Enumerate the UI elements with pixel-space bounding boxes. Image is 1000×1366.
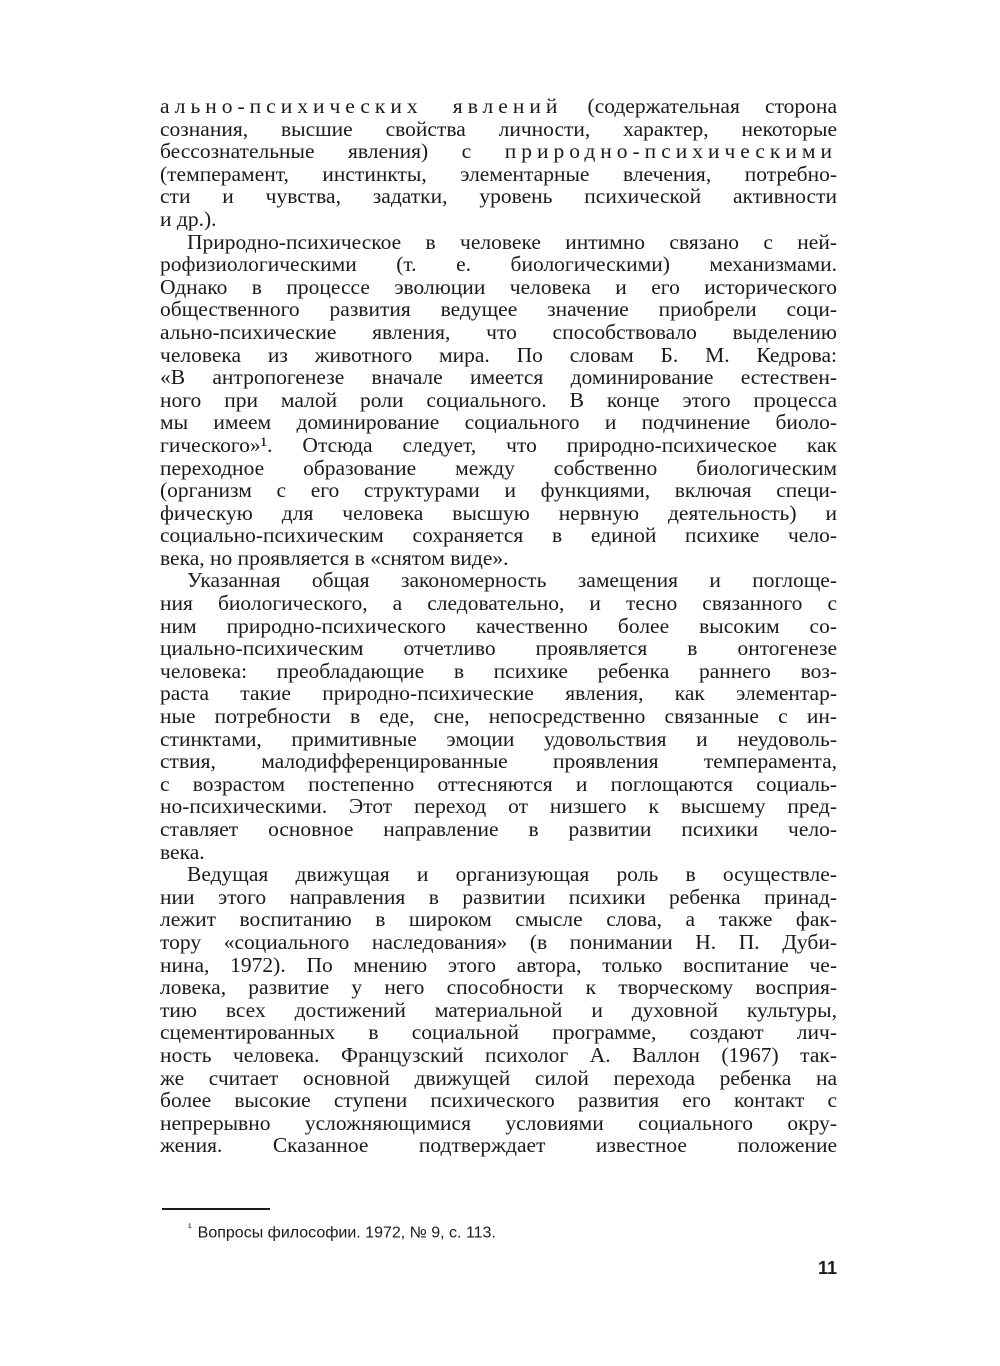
- text-line: Однако в процессе эволюции человека и его исторического: [160, 274, 837, 299]
- text-line: ально-психических явлений (содержательная сторона: [160, 94, 837, 118]
- text-line: социально-психическим сохраняется в единой психике чело-: [160, 523, 837, 548]
- footnote-divider: [162, 1208, 270, 1210]
- text-line: гического»¹. Отсюда следует, что природно-психическое как: [160, 432, 837, 457]
- text-line: и др.).: [160, 206, 217, 231]
- text-line: лежит воспитанию в широком смысле слова, а также фак-: [160, 907, 837, 932]
- text-line: ность человека. Французский психолог А. Валлон (1967) так-: [160, 1042, 837, 1067]
- text-line: (темперамент, инстинкты, элементарные влечения, потребно-: [160, 161, 837, 186]
- text-line: общественного развития ведущее значение приобрели соци-: [160, 297, 837, 322]
- text-line: ально-психические явления, что способствовало выделению: [160, 319, 837, 344]
- text-line: с возрастом постепенно оттесняются и поглощаются социаль-: [160, 771, 837, 796]
- text-line: непрерывно усложняющимися условиями социального окру-: [160, 1110, 837, 1135]
- text-line: тию всех достижений материальной и духовной культуры,: [160, 997, 837, 1022]
- text-line: раста такие природно-психические явления, как элементар-: [160, 681, 837, 706]
- text-line: но-психическими. Этот переход от низшего к высшему пред-: [160, 794, 837, 819]
- text-line: мы имеем доминирование социального и подчинение биоло-: [160, 410, 837, 435]
- text-line: бессознательные явления) с природно-психическими: [160, 139, 837, 164]
- text-line: же считает основной движущей силой перехода ребенка на: [160, 1065, 837, 1090]
- footnote: [188, 1218, 496, 1243]
- text-line: жения. Сказанное подтверждает известное положение: [160, 1133, 837, 1158]
- footnote-marker: ¹: [188, 1222, 192, 1234]
- text-line: века, но проявляется в «снятом виде».: [160, 545, 509, 570]
- text-line: стинктами, примитивные эмоции удовольствия и неудоволь-: [160, 726, 837, 751]
- text-line: нина, 1972). По мнению этого автора, только воспитание че-: [160, 952, 837, 977]
- text-line: нии этого направления в развитии психики ребенка принад-: [160, 884, 837, 909]
- text-line: «В антропогенезе вначале имеется доминирование естествен-: [160, 365, 837, 390]
- text-line: века.: [160, 839, 205, 864]
- text-line: ные потребности в еде, сне, непосредственно связанные с ин-: [160, 704, 837, 729]
- text-line: сознания, высшие свойства личности, характер, некоторые: [160, 116, 837, 141]
- text-line: рофизиологическими (т. е. биологическими) механизмами.: [160, 252, 837, 277]
- text-line: ставляет основное направление в развитии психики чело-: [160, 817, 837, 841]
- text-line: тору «социального наследования» (в понимании Н. П. Дуби-: [160, 929, 837, 954]
- text-line: ним природно-психического качественно более высоким со-: [160, 613, 837, 638]
- text-line: человека: преобладающие в психике ребенка раннего воз-: [160, 658, 837, 683]
- text-line: сцементированных в социальной программе, создают лич-: [160, 1020, 837, 1045]
- text-line: человека из животного мира. По словам Б. М. Кедрова:: [160, 342, 837, 367]
- text-line: ного при малой роли социального. В конце этого процесса: [160, 387, 837, 412]
- text-line: сти и чувства, задатки, уровень психической активности: [160, 184, 837, 209]
- text-line: ловека, развитие у него способности к творческому восприя-: [160, 975, 837, 1000]
- text-line: ствия, малодифференцированные проявления темперамента,: [160, 749, 837, 774]
- page-number: 11: [818, 1258, 838, 1278]
- text-line: более высокие ступени психического развития его контакт с: [160, 1088, 837, 1113]
- text-line: Указанная общая закономерность замещения и поглоще-: [187, 568, 837, 593]
- text-line: фическую для человека высшую нервную деятельность) и: [160, 500, 837, 525]
- text-line: переходное образование между собственно биологическим: [160, 455, 837, 480]
- text-line: циально-психическим отчетливо проявляется в онтогенезе: [160, 636, 837, 661]
- text-line: (организм с его структурами и функциями, включая специ-: [160, 478, 837, 503]
- footnote-text: Вопросы философии. 1972, № 9, с. 113.: [197, 1224, 496, 1242]
- body-text: [160, 95, 837, 1157]
- text-line: Природно-психическое в человеке интимно связано с ней-: [187, 229, 837, 254]
- text-line: ния биологического, а следовательно, и тесно связанного с: [160, 591, 837, 616]
- text-line: Ведущая движущая и организующая роль в осуществле-: [187, 862, 837, 887]
